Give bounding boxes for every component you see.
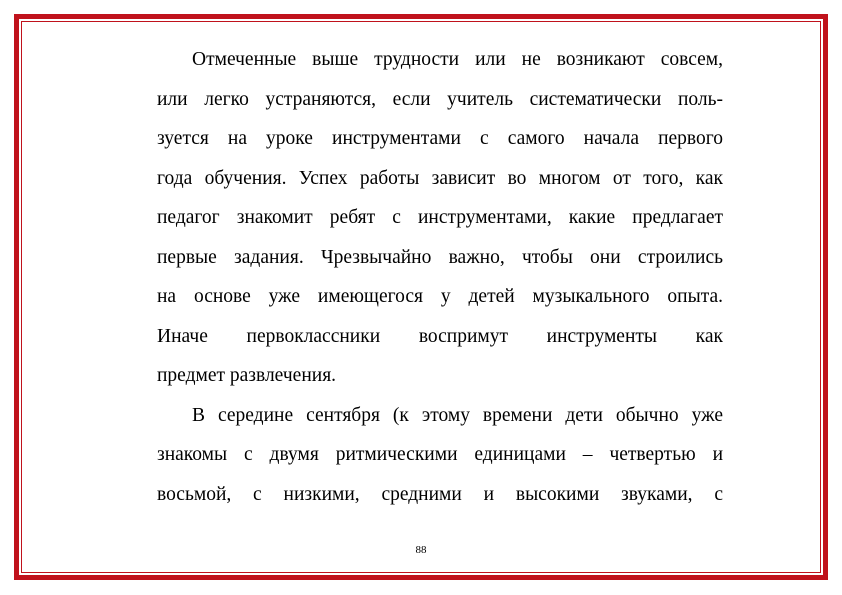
text-line: Отмеченные выше трудности или не возникают совсем,: [192, 49, 723, 70]
text-line: Иначе первоклассники воспримут инструменты как: [157, 325, 723, 347]
text-line: педагог знакомит ребят с инструментами, какие предлагает: [157, 207, 723, 228]
text-line: на основе уже имеющегося у детей музыкального опыта.: [157, 286, 723, 307]
text-line: восьмой, с низкими, средними и высокими звуками, с: [157, 483, 723, 505]
text-line: зуется на уроке инструментами с самого начала первого: [157, 128, 723, 149]
text-line: В середине сентября (к этому времени дети обычно уже: [192, 404, 723, 426]
document-body: [157, 40, 723, 514]
text-line: года обучения. Успех работы зависит во многом от того, как: [157, 167, 723, 189]
text-line: знакомы с двумя ритмическими единицами – четвертью и: [157, 444, 723, 465]
text-line: предмет развлечения.: [157, 365, 337, 386]
text-line: или легко устраняются, если учитель систематически поль-: [157, 88, 723, 110]
page-number: 88: [415, 544, 427, 556]
text-line: первые задания. Чрезвычайно важно, чтобы они строились: [157, 246, 723, 268]
